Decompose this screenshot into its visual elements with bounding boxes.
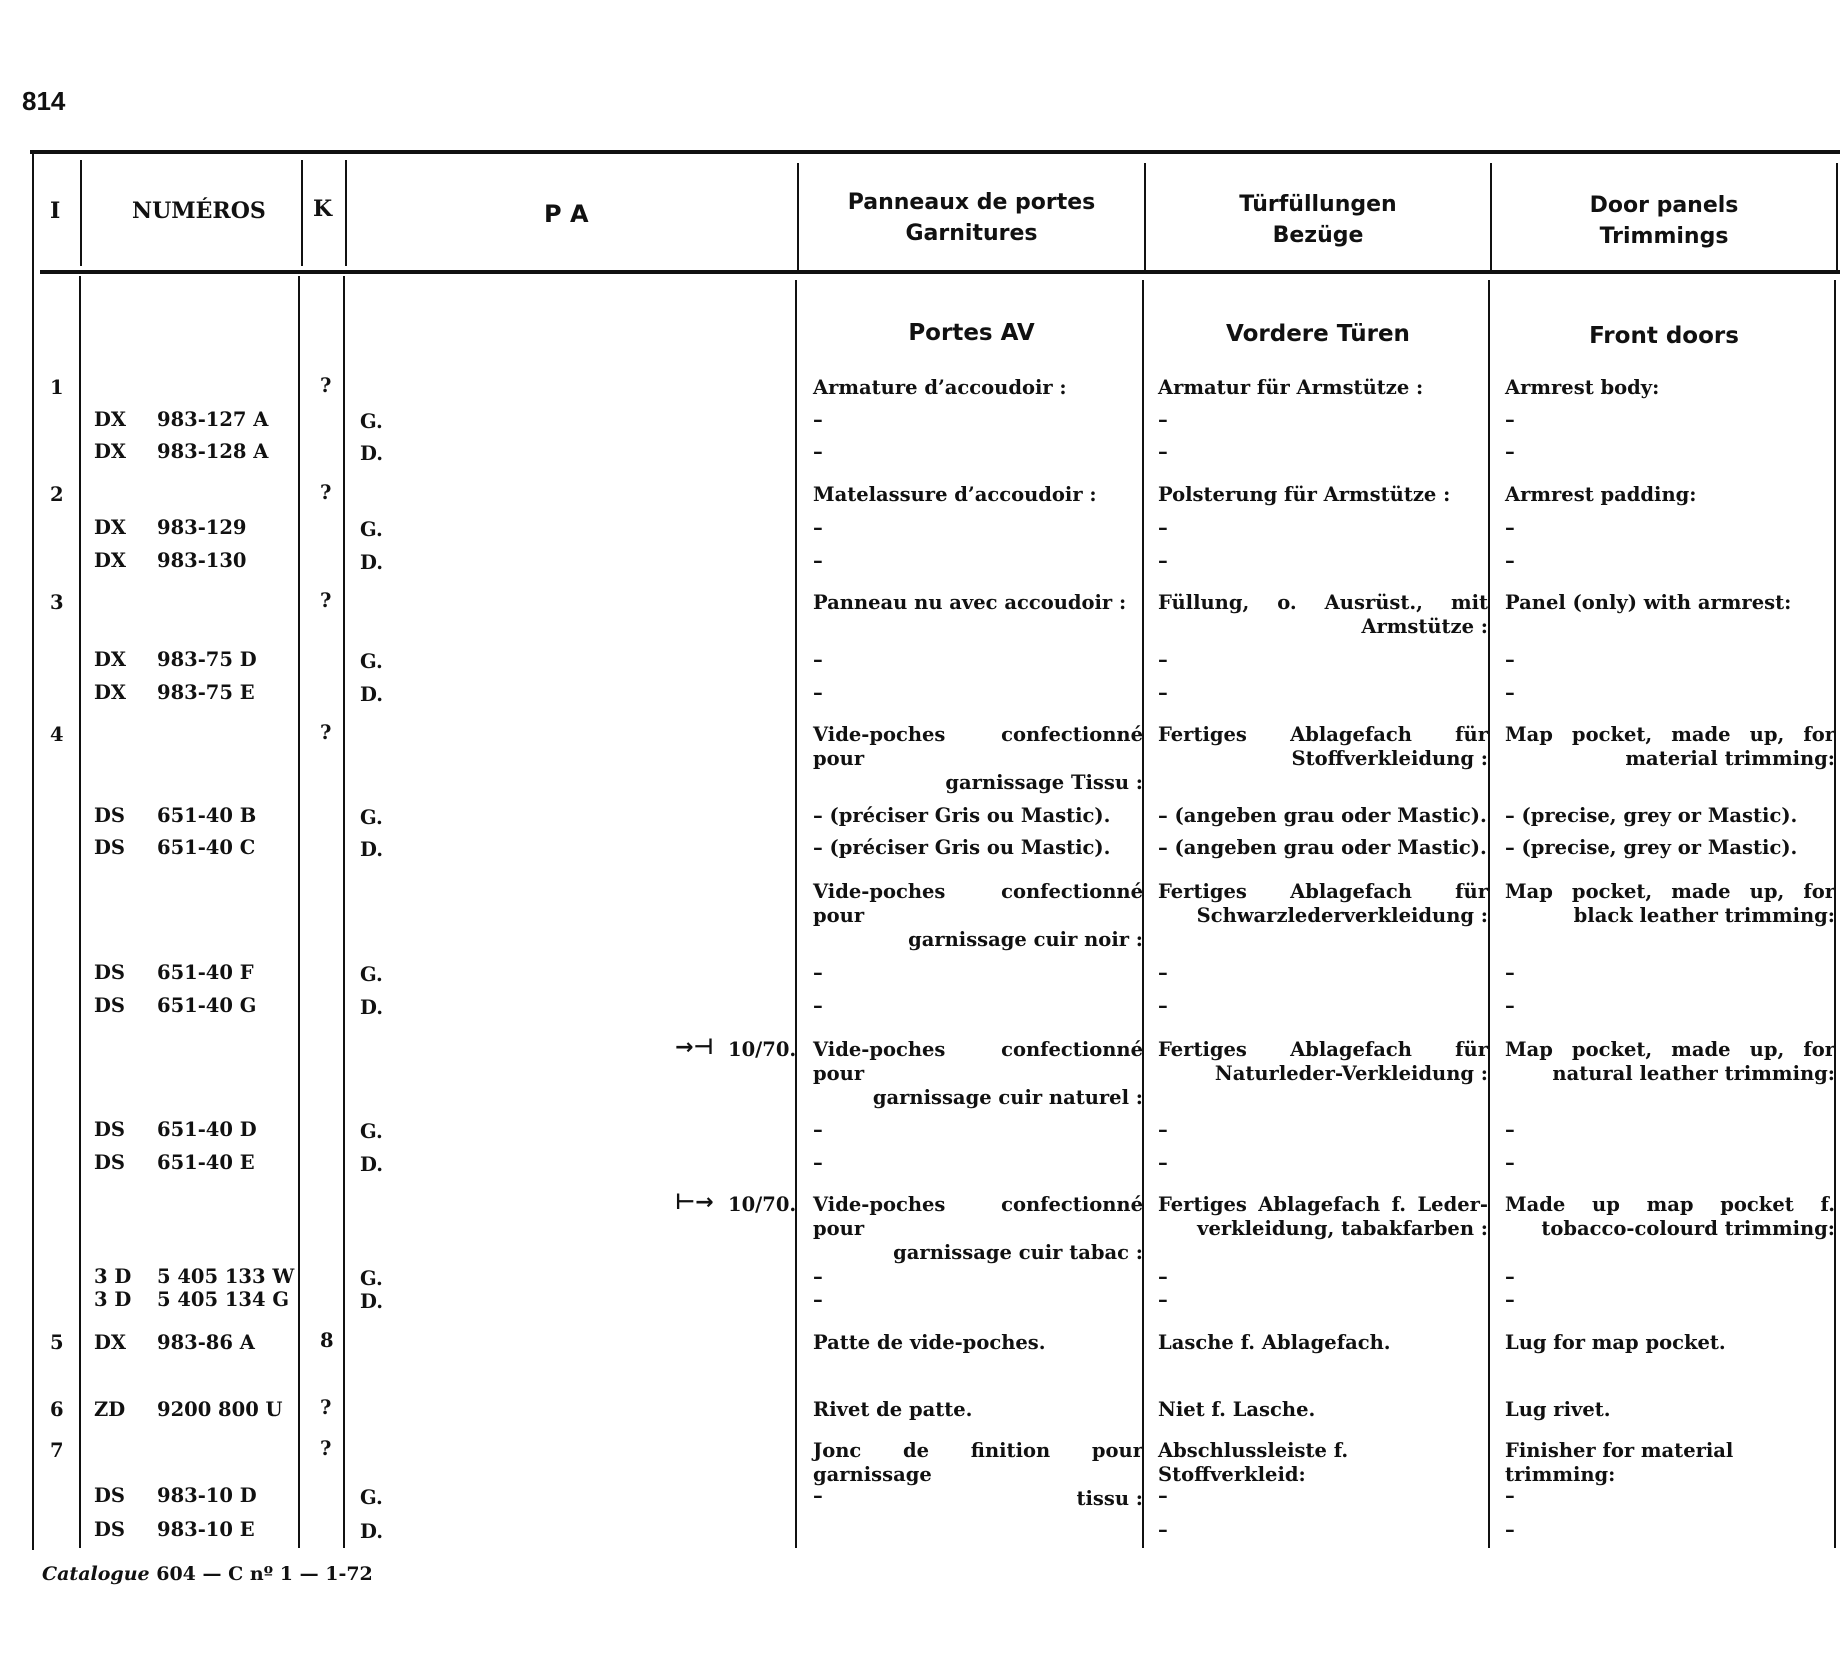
- description-english-line: material trimming:: [1625, 747, 1835, 770]
- part-prefix: DX: [94, 440, 127, 463]
- description-english-line: Map pocket, made up, for: [1505, 1038, 1835, 1061]
- body-line-numeros: [79, 276, 81, 1548]
- description-german: [1158, 1038, 1488, 1086]
- description-german-line: Fertiges Ablagefach für: [1158, 723, 1488, 746]
- description-german-line: –: [1158, 1518, 1168, 1541]
- description-english: [1505, 1265, 1835, 1289]
- description-french-line: garnissage cuir tabac :: [893, 1241, 1143, 1264]
- description-german: [1158, 1288, 1488, 1312]
- description-french-line: –: [813, 1118, 823, 1141]
- description-german: [1158, 1398, 1488, 1422]
- part-prefix: DS: [94, 1484, 125, 1507]
- description-french: [813, 483, 1143, 507]
- description-french-line: Vide-poches confectionné pour: [813, 1193, 1143, 1240]
- description-french-line: tissu :: [1076, 1487, 1143, 1510]
- description-english: [1505, 549, 1835, 573]
- side-code: D.: [360, 1520, 384, 1543]
- description-german-line: Fertiges Ablagefach für: [1158, 1038, 1488, 1061]
- description-german: [1158, 961, 1488, 985]
- description-english-line: –: [1505, 1118, 1515, 1141]
- part-number: 983-75 E: [157, 681, 255, 704]
- description-english-line: Finisher for material trimming:: [1505, 1439, 1734, 1486]
- description-french: [813, 994, 1143, 1018]
- header-index: I: [50, 198, 61, 224]
- description-french-line: –: [813, 516, 823, 539]
- description-french-line: – (préciser Gris ou Mastic).: [813, 836, 1111, 859]
- col-line-pa: [345, 160, 347, 266]
- description-german: [1158, 648, 1488, 672]
- row-index: 7: [50, 1439, 64, 1462]
- description-french-line: –: [813, 961, 823, 984]
- description-french-line: –: [813, 1151, 823, 1174]
- part-number: 983-130: [157, 549, 247, 572]
- description-english: [1505, 1331, 1835, 1355]
- part-number: 651-40 D: [157, 1118, 257, 1141]
- description-english-line: –: [1505, 1151, 1515, 1174]
- description-german-line: –: [1158, 1151, 1168, 1174]
- side-code: G.: [360, 410, 383, 433]
- description-english-line: Armrest padding:: [1505, 483, 1697, 506]
- description-english-line: Armrest body:: [1505, 376, 1660, 399]
- description-german: [1158, 1518, 1488, 1542]
- description-english: [1505, 1193, 1835, 1241]
- k-value: ?: [320, 589, 332, 612]
- k-value: ?: [320, 1396, 332, 1419]
- description-french-line: Patte de vide-poches.: [813, 1331, 1046, 1354]
- description-french-line: Rivet de patte.: [813, 1398, 973, 1421]
- description-english-line: –: [1505, 1265, 1515, 1288]
- section-english: Front doors: [1589, 323, 1739, 349]
- pa-date: 10/70.: [728, 1193, 797, 1216]
- part-prefix: DX: [94, 408, 127, 431]
- description-french-line: Jonc de finition pour garnissage: [813, 1439, 1143, 1486]
- description-english: [1505, 440, 1835, 464]
- description-german-line: verkleidung, tabakfarben :: [1197, 1217, 1488, 1240]
- k-value: ?: [320, 721, 332, 744]
- part-number: 983-128 A: [157, 440, 269, 463]
- description-french: [813, 549, 1143, 573]
- description-english-line: –: [1505, 516, 1515, 539]
- description-german: [1158, 1265, 1488, 1289]
- description-english-line: –: [1505, 681, 1515, 704]
- description-french: [813, 1398, 1143, 1422]
- side-code: G.: [360, 806, 383, 829]
- description-french: [813, 516, 1143, 540]
- header-rule: [40, 270, 1840, 274]
- description-english-line: –: [1505, 440, 1515, 463]
- description-french: [813, 440, 1143, 464]
- side-code: G.: [360, 1267, 383, 1290]
- description-english: [1505, 1288, 1835, 1312]
- header-german-line-1: Türfüllungen: [1239, 192, 1397, 217]
- part-prefix: 3 D: [94, 1265, 132, 1288]
- description-french: [813, 591, 1143, 615]
- description-german: [1158, 591, 1488, 639]
- description-german: [1158, 836, 1488, 860]
- description-german: [1158, 681, 1488, 705]
- description-french: [813, 1331, 1143, 1355]
- col-line-k: [301, 160, 303, 266]
- description-english: [1505, 1518, 1835, 1542]
- side-code: G.: [360, 963, 383, 986]
- description-english: [1505, 836, 1835, 860]
- description-english-line: –: [1505, 1484, 1515, 1507]
- description-english-line: –: [1505, 961, 1515, 984]
- part-number: 651-40 C: [157, 836, 256, 859]
- description-french-line: –: [813, 408, 823, 431]
- description-german-line: –: [1158, 1118, 1168, 1141]
- part-prefix: DS: [94, 836, 125, 859]
- row-index: 6: [50, 1398, 64, 1421]
- description-english-line: Lug for map pocket.: [1505, 1331, 1726, 1354]
- description-german-line: – (angeben grau oder Mastic).: [1158, 804, 1487, 827]
- description-english: [1505, 483, 1835, 507]
- description-french-line: –: [813, 648, 823, 671]
- description-english: [1505, 1398, 1835, 1422]
- description-english: [1505, 591, 1835, 615]
- description-german: [1158, 804, 1488, 828]
- part-prefix: DS: [94, 1118, 125, 1141]
- description-german: [1158, 1118, 1488, 1142]
- description-english: [1505, 723, 1835, 771]
- description-english-line: –: [1505, 648, 1515, 671]
- description-german-line: Niet f. Lasche.: [1158, 1398, 1316, 1421]
- part-prefix: DX: [94, 549, 127, 572]
- description-french: [813, 1038, 1143, 1110]
- side-code: D.: [360, 1153, 384, 1176]
- row-index: 3: [50, 591, 64, 614]
- side-code: D.: [360, 551, 384, 574]
- description-french-line: –: [813, 1288, 823, 1311]
- description-english-line: –: [1505, 1518, 1515, 1541]
- description-english-line: Lug rivet.: [1505, 1398, 1611, 1421]
- page-number: 814: [22, 86, 66, 116]
- description-german: [1158, 483, 1488, 507]
- part-number: 983-10 E: [157, 1518, 255, 1541]
- description-english: [1505, 376, 1835, 400]
- part-number: 983-127 A: [157, 408, 269, 431]
- description-french-line: Vide-poches confectionné pour: [813, 723, 1143, 770]
- k-value: 8: [320, 1329, 334, 1352]
- part-number: 9200 800 U: [157, 1398, 283, 1421]
- description-german: [1158, 994, 1488, 1018]
- body-line-en: [1488, 280, 1490, 1548]
- side-code: D.: [360, 683, 384, 706]
- description-german-line: –: [1158, 1484, 1168, 1507]
- description-german-line: –: [1158, 408, 1168, 431]
- col-line-left: [32, 150, 34, 1550]
- part-prefix: DS: [94, 1151, 125, 1174]
- part-prefix: 3 D: [94, 1288, 132, 1311]
- header-french: [799, 187, 1144, 249]
- pa-arrow-icon: ⊢→: [675, 1190, 714, 1215]
- side-code: G.: [360, 518, 383, 541]
- part-number: 5 405 134 G: [157, 1288, 289, 1311]
- description-french: [813, 1484, 1143, 1508]
- description-english-line: –: [1505, 408, 1515, 431]
- col-line-numeros: [80, 160, 82, 266]
- part-number: 651-40 G: [157, 994, 257, 1017]
- description-german: [1158, 1151, 1488, 1175]
- description-french: [813, 648, 1143, 672]
- part-number: 5 405 133 W: [157, 1265, 295, 1288]
- part-number: 651-40 E: [157, 1151, 255, 1174]
- description-german-line: – (angeben grau oder Mastic).: [1158, 836, 1487, 859]
- description-english-line: Panel (only) with armrest:: [1505, 591, 1792, 614]
- header-k: K: [313, 196, 333, 222]
- description-french-line: Vide-poches confectionné pour: [813, 1038, 1143, 1085]
- body-line-pa: [343, 276, 345, 1548]
- description-french-line: garnissage cuir noir :: [908, 928, 1143, 951]
- body-line-k: [298, 276, 300, 1548]
- side-code: D.: [360, 442, 384, 465]
- pa-arrow-icon: →⊣: [675, 1035, 714, 1060]
- description-english: [1505, 1038, 1835, 1086]
- description-english-line: – (precise, grey or Mastic).: [1505, 836, 1798, 859]
- body-line-fr: [795, 280, 797, 1548]
- header-numeros: NUMÉROS: [132, 198, 266, 224]
- part-prefix: DX: [94, 1331, 127, 1354]
- description-german-line: –: [1158, 516, 1168, 539]
- description-english-line: Map pocket, made up, for: [1505, 723, 1835, 746]
- side-code: D.: [360, 838, 384, 861]
- description-french-line: Panneau nu avec accoudoir :: [813, 591, 1127, 614]
- description-french: [813, 880, 1143, 952]
- description-french: [813, 681, 1143, 705]
- description-french: [813, 1288, 1143, 1312]
- description-german: [1158, 1484, 1488, 1508]
- k-value: ?: [320, 374, 332, 397]
- description-german: [1158, 1439, 1488, 1487]
- description-german: [1158, 549, 1488, 573]
- k-value: ?: [320, 481, 332, 504]
- description-german-line: –: [1158, 994, 1168, 1017]
- header-german: [1146, 189, 1490, 251]
- header-english: [1492, 190, 1836, 252]
- description-german-line: –: [1158, 440, 1168, 463]
- row-index: 4: [50, 723, 64, 746]
- description-german: [1158, 1193, 1488, 1241]
- description-french-line: –: [813, 1484, 823, 1507]
- description-german-line: –: [1158, 681, 1168, 704]
- description-german: [1158, 376, 1488, 400]
- part-number: 983-75 D: [157, 648, 257, 671]
- description-french: [813, 1265, 1143, 1289]
- description-german: [1158, 880, 1488, 928]
- description-english: [1505, 648, 1835, 672]
- row-index: 1: [50, 376, 64, 399]
- description-german: [1158, 440, 1488, 464]
- description-french-line: –: [813, 1265, 823, 1288]
- description-french: [813, 836, 1143, 860]
- description-english: [1505, 516, 1835, 540]
- header-english-line-2: Trimmings: [1599, 224, 1729, 249]
- section-french: Portes AV: [908, 320, 1035, 346]
- description-french-line: Matelassure d’accoudoir :: [813, 483, 1097, 506]
- description-german: [1158, 516, 1488, 540]
- header-german-line-2: Bezüge: [1272, 223, 1364, 248]
- description-french: [813, 961, 1143, 985]
- description-english: [1505, 408, 1835, 432]
- header-french-line-1: Panneaux de portes: [847, 190, 1096, 215]
- description-english-line: tobacco-colourd trimming:: [1541, 1217, 1835, 1240]
- footer-catalogue-word: Catalogue: [42, 1563, 150, 1585]
- description-english-line: –: [1505, 1288, 1515, 1311]
- description-german: [1158, 408, 1488, 432]
- part-prefix: DS: [94, 961, 125, 984]
- part-number: 651-40 B: [157, 804, 257, 827]
- description-french-line: Armature d’accoudoir :: [813, 376, 1067, 399]
- description-german-line: Armatur für Armstütze :: [1158, 376, 1424, 399]
- pa-date: 10/70.: [728, 1038, 797, 1061]
- description-french-line: –: [813, 549, 823, 572]
- part-prefix: ZD: [94, 1398, 126, 1421]
- description-english-line: natural leather trimming:: [1552, 1062, 1835, 1085]
- side-code: G.: [360, 1120, 383, 1143]
- description-german-line: –: [1158, 549, 1168, 572]
- description-french: [813, 804, 1143, 828]
- description-english-line: black leather trimming:: [1573, 904, 1835, 927]
- description-german-line: Abschlussleiste f. Stoffverkleid:: [1158, 1439, 1349, 1486]
- col-line-right: [1836, 163, 1838, 271]
- description-german-line: Schwarzlederverkleidung :: [1196, 904, 1488, 927]
- row-index: 2: [50, 483, 64, 506]
- description-french-line: garnissage cuir naturel :: [872, 1086, 1143, 1109]
- part-prefix: DX: [94, 516, 127, 539]
- description-german-line: –: [1158, 1288, 1168, 1311]
- header-english-line-1: Door panels: [1589, 193, 1739, 218]
- part-number: 983-86 A: [157, 1331, 255, 1354]
- description-french: [813, 376, 1143, 400]
- description-german-line: –: [1158, 1265, 1168, 1288]
- side-code: D.: [360, 1290, 384, 1313]
- description-english-line: –: [1505, 549, 1515, 572]
- description-german: [1158, 1331, 1488, 1355]
- description-english: [1505, 1484, 1835, 1508]
- description-french-line: Vide-poches confectionné pour: [813, 880, 1143, 927]
- description-french-line: –: [813, 440, 823, 463]
- description-french-line: –: [813, 994, 823, 1017]
- description-german-line: Fertiges Ablagefach f. Leder-: [1158, 1193, 1488, 1216]
- part-prefix: DS: [94, 994, 125, 1017]
- description-german: [1158, 723, 1488, 771]
- section-german: Vordere Türen: [1226, 321, 1410, 347]
- part-number: 983-10 D: [157, 1484, 257, 1507]
- part-number: 651-40 F: [157, 961, 254, 984]
- top-rule: [30, 150, 1840, 154]
- description-english: [1505, 1151, 1835, 1175]
- part-number: 983-129: [157, 516, 247, 539]
- side-code: G.: [360, 1486, 383, 1509]
- footer-catalogue-ref: 604 — C nº 1 — 1-72: [149, 1563, 373, 1585]
- description-german-line: –: [1158, 961, 1168, 984]
- description-german-line: –: [1158, 648, 1168, 671]
- description-french-line: –: [813, 681, 823, 704]
- part-prefix: DS: [94, 1518, 125, 1541]
- description-english-line: –: [1505, 994, 1515, 1017]
- side-code: G.: [360, 650, 383, 673]
- description-english-line: Map pocket, made up, for: [1505, 880, 1835, 903]
- side-code: D.: [360, 996, 384, 1019]
- description-french: [813, 1118, 1143, 1142]
- part-prefix: DS: [94, 804, 125, 827]
- description-english-line: – (precise, grey or Mastic).: [1505, 804, 1798, 827]
- description-english: [1505, 804, 1835, 828]
- description-french-line: – (préciser Gris ou Mastic).: [813, 804, 1111, 827]
- description-french: [813, 408, 1143, 432]
- row-index: 5: [50, 1331, 64, 1354]
- part-prefix: DX: [94, 681, 127, 704]
- description-english: [1505, 961, 1835, 985]
- description-english: [1505, 681, 1835, 705]
- part-prefix: DX: [94, 648, 127, 671]
- description-german-line: Stoffverkleidung :: [1291, 747, 1488, 770]
- header-french-line-2: Garnitures: [905, 221, 1038, 246]
- description-german-line: Polsterung für Armstütze :: [1158, 483, 1451, 506]
- description-english-line: Made up map pocket f.: [1505, 1193, 1835, 1216]
- description-english: [1505, 1439, 1835, 1487]
- description-french: [813, 1193, 1143, 1265]
- header-pa: P A: [544, 200, 589, 228]
- description-german-line: Armstütze :: [1361, 615, 1488, 638]
- k-value: ?: [320, 1437, 332, 1460]
- description-german-line: Füllung, o. Ausrüst., mit: [1158, 591, 1488, 614]
- description-english: [1505, 1118, 1835, 1142]
- description-french: [813, 723, 1143, 795]
- description-german-line: Fertiges Ablagefach für: [1158, 880, 1488, 903]
- description-french: [813, 1151, 1143, 1175]
- description-german-line: Naturleder-Verkleidung :: [1214, 1062, 1488, 1085]
- description-english: [1505, 994, 1835, 1018]
- description-english: [1505, 880, 1835, 928]
- description-german-line: Lasche f. Ablagefach.: [1158, 1331, 1391, 1354]
- catalogue-footer: [42, 1563, 373, 1585]
- description-french-line: garnissage Tissu :: [945, 771, 1143, 794]
